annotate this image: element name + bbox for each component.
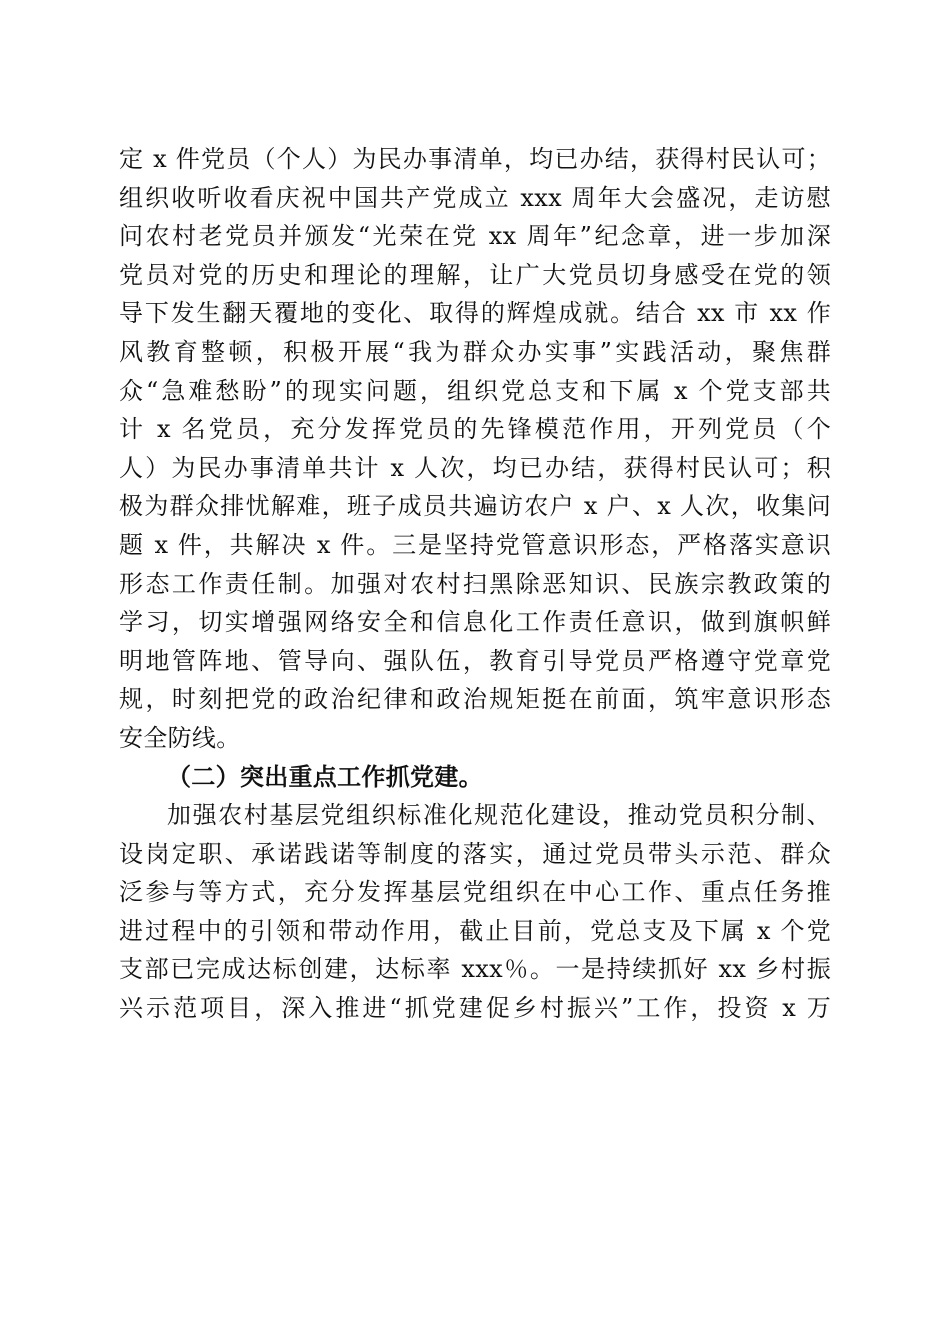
text-line: 众“急难愁盼”的现实问题，组织党总支和下属 x 个党支部共	[119, 376, 831, 405]
paragraph-2	[119, 796, 831, 1028]
text-line: 明地管阵地、管导向、强队伍，教育引导党员严格遵守党章党	[119, 646, 831, 675]
text-line: 设岗定职、承诺践诺等制度的落实，通过党员带头示范、群众	[119, 839, 831, 868]
text-line: 极为群众排忧解难，班子成员共遍访农户 x 户、x 人次，收集问	[119, 492, 831, 521]
text-line: 风教育整顿，积极开展“我为群众办实事”实践活动，聚焦群	[119, 337, 831, 366]
text-line: 形态工作责任制。加强对农村扫黑除恶知识、民族宗教政策的	[119, 569, 831, 598]
text-line: 题 x 件，共解决 x 件。三是坚持党管意识形态，严格落实意识	[119, 530, 831, 559]
text-line: 组织收听收看庆祝中国共产党成立 xxx 周年大会盛况，走访慰	[119, 183, 831, 212]
text-line: 泛参与等方式，充分发挥基层党组织在中心工作、重点任务推	[119, 878, 831, 907]
text-line: 进过程中的引领和带动作用，截止目前，党总支及下属 x 个党	[119, 916, 831, 945]
text-line: 加强农村基层党组织标准化规范化建设，推动党员积分制、	[167, 801, 831, 830]
text-line: 问农村老党员并颁发“光荣在党 xx 周年”纪念章，进一步加深	[119, 222, 831, 251]
text-line: 安全防线。	[119, 723, 241, 752]
text-line: 人）为民办事清单共计 x 人次，均已办结，获得村民认可；积	[119, 453, 831, 482]
document-body	[119, 140, 831, 1028]
text-line: 学习，切实增强网络安全和信息化工作责任意识，做到旗帜鲜	[119, 608, 831, 637]
text-line: 定 x 件党员（个人）为民办事清单，均已办结，获得村民认可；	[119, 145, 831, 173]
text-line: 规，时刻把党的政治纪律和政治规矩挺在前面，筑牢意识形态	[119, 685, 831, 714]
text-line: 支部已完成达标创建，达标率 xxx％。一是持续抓好 xx 乡村振	[119, 955, 831, 984]
text-line: 党员对党的历史和理论的理解，让广大党员切身感受在党的领	[119, 260, 831, 289]
text-line: 导下发生翻天覆地的变化、取得的辉煌成就。结合 xx 市 xx 作	[119, 299, 831, 328]
paragraph-1	[119, 140, 831, 758]
text-line: 计 x 名党员，充分发挥党员的先锋模范作用，开列党员（个	[119, 415, 831, 444]
text-line: 兴示范项目，深入推进“抓党建促乡村振兴”工作，投资 x 万	[119, 994, 831, 1023]
section-heading: （二）突出重点工作抓党建。	[167, 761, 483, 791]
